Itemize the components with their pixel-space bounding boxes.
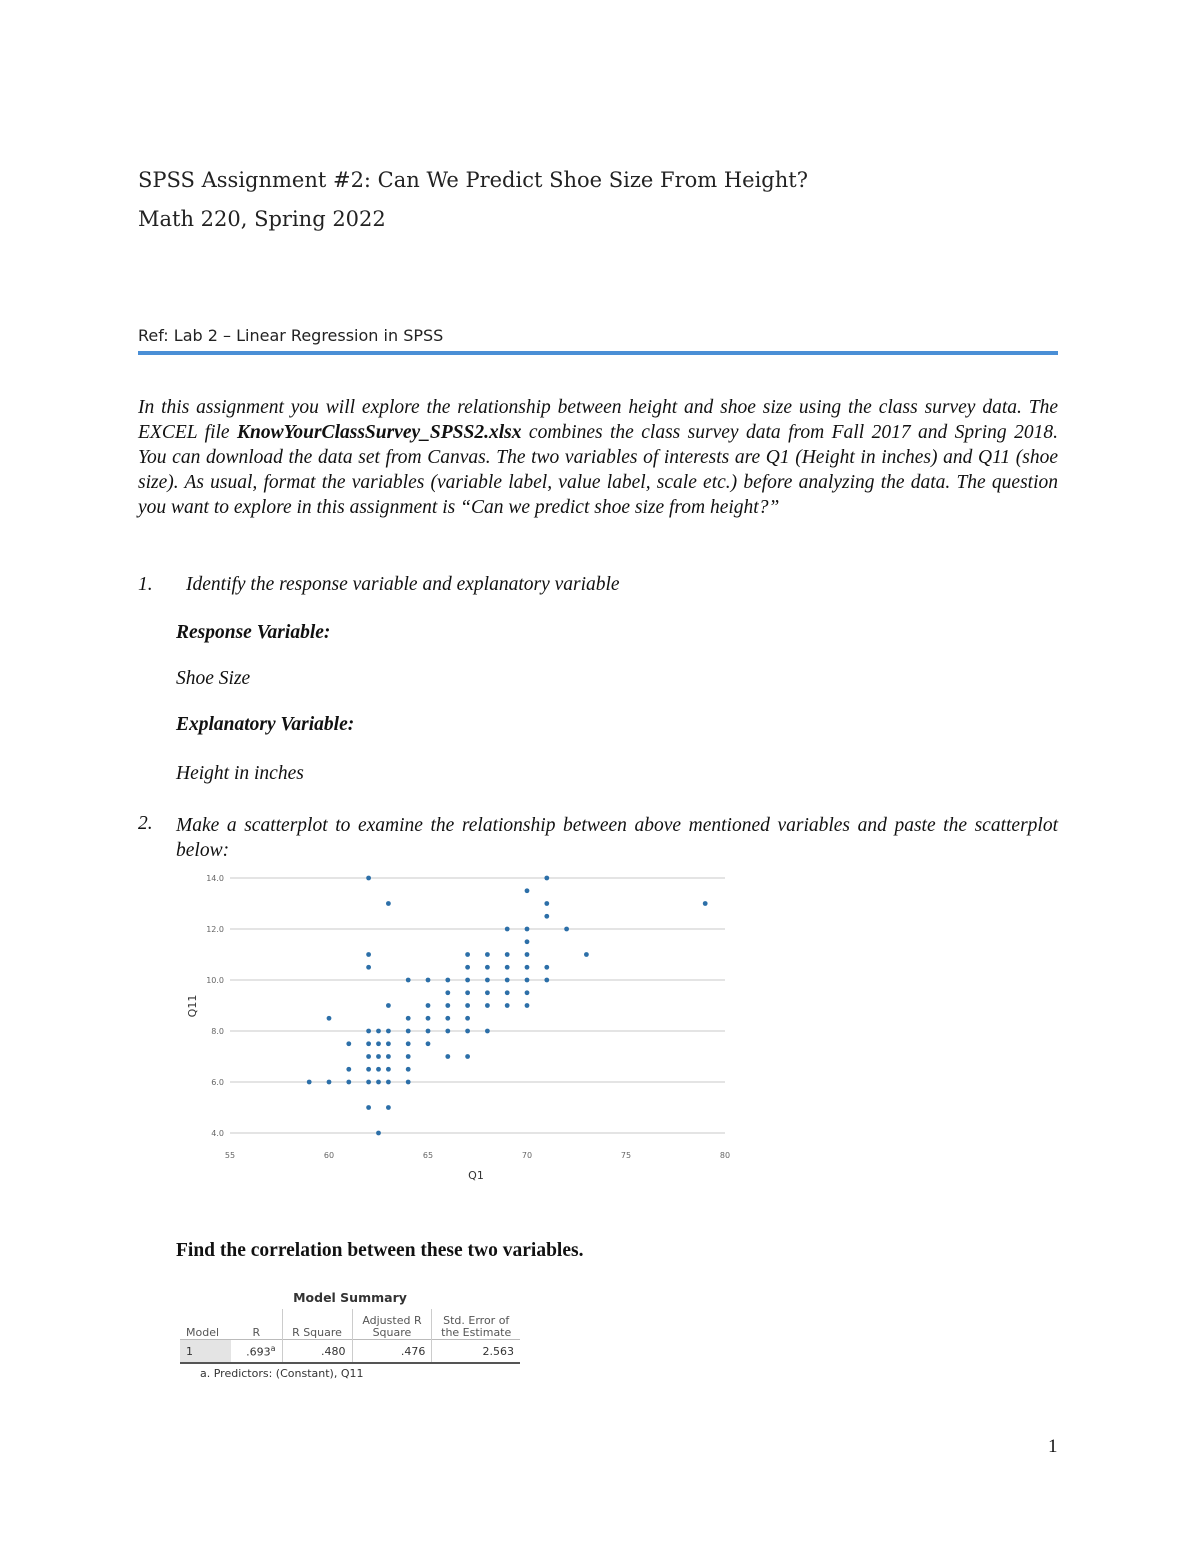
scatter-point	[366, 1105, 371, 1110]
document-title: SPSS Assignment #2: Can We Predict Shoe Size From Height?	[138, 168, 808, 192]
scatter-point	[386, 1029, 391, 1034]
explanatory-variable-label: Explanatory Variable:	[176, 714, 355, 735]
question-2-number: 2.	[138, 813, 153, 834]
intro-paragraph	[138, 395, 1058, 520]
scatter-point	[505, 965, 510, 970]
scatter-point	[465, 978, 470, 983]
scatter-point	[386, 1003, 391, 1008]
table-row	[180, 1340, 520, 1364]
scatter-point	[366, 1029, 371, 1034]
scatter-point	[505, 927, 510, 932]
scatter-point	[465, 1016, 470, 1021]
scatter-point	[525, 939, 530, 944]
scatter-point	[544, 876, 549, 881]
scatter-point	[366, 876, 371, 881]
cell-r-footnote-marker: a	[270, 1343, 276, 1353]
scatter-point	[366, 1067, 371, 1072]
y-tick-label: 12.0	[206, 925, 224, 934]
question-1-text: Identify the response variable and explanatory variable	[186, 574, 620, 595]
scatter-point	[465, 1054, 470, 1059]
scatter-point	[525, 952, 530, 957]
scatter-point	[426, 1003, 431, 1008]
data-points	[307, 876, 708, 1136]
scatter-point	[465, 965, 470, 970]
scatter-point	[445, 1054, 450, 1059]
scatter-point	[376, 1080, 381, 1085]
scatter-point	[386, 1080, 391, 1085]
scatter-point	[406, 1080, 411, 1085]
cell-model: 1	[180, 1340, 231, 1364]
scatter-point	[584, 952, 589, 957]
scatter-point	[406, 1041, 411, 1046]
scatter-point	[366, 952, 371, 957]
scatterplot	[180, 868, 740, 1188]
scatter-point	[406, 1016, 411, 1021]
scatter-point	[445, 1003, 450, 1008]
explanatory-variable-answer: Height in inches	[176, 763, 304, 784]
cell-r-square: .480	[282, 1340, 352, 1364]
course-subtitle: Math 220, Spring 2022	[138, 207, 386, 231]
question-2-text: Make a scatterplot to examine the relationship between above mentioned variables and paste the scatterplot below:	[176, 815, 1058, 861]
table-footnote: a. Predictors: (Constant), Q11	[200, 1367, 364, 1380]
reference-text: Lab 2 – Linear Regression in SPSS	[168, 326, 444, 345]
y-tick-label: 6.0	[211, 1078, 224, 1087]
y-tick-label: 8.0	[211, 1027, 224, 1036]
scatter-point	[376, 1041, 381, 1046]
gridlines	[230, 878, 725, 1133]
scatter-point	[366, 1080, 371, 1085]
scatter-point	[386, 901, 391, 906]
scatter-point	[445, 990, 450, 995]
scatter-point	[426, 1041, 431, 1046]
y-axis-label: Q11	[186, 994, 199, 1018]
scatter-point	[346, 1067, 351, 1072]
x-tick-label: 55	[224, 1151, 236, 1160]
scatter-point	[485, 978, 490, 983]
scatter-point	[406, 1067, 411, 1072]
scatter-point	[346, 1080, 351, 1085]
y-tick-label: 14.0	[206, 874, 224, 883]
scatter-point	[505, 990, 510, 995]
header-adjusted-r-square: Adjusted R Square	[352, 1309, 432, 1340]
scatter-point	[307, 1080, 312, 1085]
y-tick-label: 10.0	[206, 976, 224, 985]
scatter-point	[426, 1029, 431, 1034]
header-model: Model	[186, 1326, 220, 1339]
scatter-point	[544, 914, 549, 919]
scatter-point	[505, 978, 510, 983]
x-tick-label: 65	[422, 1151, 434, 1160]
header-r-square: R Square	[282, 1309, 352, 1340]
scatter-point	[445, 978, 450, 983]
scatter-point	[445, 1029, 450, 1034]
scatter-point	[465, 1003, 470, 1008]
intro-text-part1: In this assignment you will explore the relationship between height and shoe size using the class survey data. The EXCEL file	[138, 397, 1058, 443]
scatter-point	[376, 1054, 381, 1059]
scatter-point	[544, 965, 549, 970]
x-tick-label: 60	[323, 1151, 335, 1160]
reference-line	[138, 326, 443, 345]
scatter-point	[366, 1041, 371, 1046]
scatter-point	[703, 901, 708, 906]
scatter-point	[525, 990, 530, 995]
page-number: 1	[1048, 1436, 1058, 1457]
scatter-point	[465, 952, 470, 957]
header-r: R	[231, 1309, 282, 1340]
scatter-point	[386, 1105, 391, 1110]
cell-r-value: .693	[246, 1345, 271, 1359]
scatter-point	[525, 978, 530, 983]
scatter-point	[465, 990, 470, 995]
scatter-point	[406, 1054, 411, 1059]
heading-rule	[138, 351, 1058, 355]
header-std-error: Std. Error of the Estimate	[441, 1314, 512, 1339]
x-tick-label: 80	[719, 1151, 731, 1160]
scatter-point	[505, 952, 510, 957]
reference-label: Ref:	[138, 326, 169, 345]
table-header-row	[180, 1309, 520, 1340]
x-axis-label: Q1	[468, 1169, 484, 1182]
scatter-point	[485, 952, 490, 957]
scatter-point	[376, 1131, 381, 1136]
scatter-point	[346, 1041, 351, 1046]
scatter-point	[376, 1029, 381, 1034]
cell-std-error: 2.563	[482, 1344, 514, 1358]
scatter-point	[525, 927, 530, 932]
intro-text-part2: combines the class survey data from Fall 2017 and Spring 2018. You can download the data set from Canvas. The two variables of interests are Q1 (Height in inches) and Q11 (shoe size). As usual, format the variables (variable label, value label, scale etc.) before analyzing the data. The question you want to explore in this assignment is “Can we predict shoe size from height?”	[138, 422, 1058, 518]
scatter-point	[465, 1029, 470, 1034]
scatter-point	[525, 965, 530, 970]
scatter-point	[485, 1029, 490, 1034]
scatter-point	[386, 1054, 391, 1059]
scatter-point	[544, 978, 549, 983]
cell-adjusted-r-square: .476	[352, 1340, 432, 1364]
scatter-point	[485, 990, 490, 995]
scatter-point	[485, 965, 490, 970]
scatter-point	[386, 1067, 391, 1072]
scatter-point	[406, 1029, 411, 1034]
scatter-point	[366, 965, 371, 970]
model-summary	[180, 1290, 520, 1380]
response-variable-answer: Shoe Size	[176, 668, 251, 689]
model-summary-title: Model Summary	[293, 1290, 407, 1305]
intro-filename: KnowYourClassSurvey_SPSS2.xlsx	[237, 422, 522, 443]
y-tick-label: 4.0	[211, 1129, 224, 1138]
cell-r	[231, 1340, 282, 1364]
scatter-point	[366, 1054, 371, 1059]
model-summary-table	[180, 1309, 520, 1364]
correlation-prompt: Find the correlation between these two variables.	[176, 1240, 584, 1261]
scatter-point	[505, 1003, 510, 1008]
scatter-point	[327, 1016, 332, 1021]
question-1-number: 1.	[138, 574, 153, 595]
scatter-point	[525, 1003, 530, 1008]
scatter-point	[485, 1003, 490, 1008]
scatter-point	[445, 1016, 450, 1021]
response-variable-label: Response Variable:	[176, 622, 331, 643]
scatter-point	[327, 1080, 332, 1085]
scatter-point	[406, 978, 411, 983]
scatter-point	[544, 901, 549, 906]
x-tick-label: 75	[620, 1151, 632, 1160]
x-tick-label: 70	[521, 1151, 533, 1160]
scatter-point	[525, 888, 530, 893]
scatter-point	[426, 978, 431, 983]
scatter-point	[386, 1041, 391, 1046]
scatter-point	[426, 1016, 431, 1021]
scatter-point	[564, 927, 569, 932]
scatter-point	[376, 1067, 381, 1072]
